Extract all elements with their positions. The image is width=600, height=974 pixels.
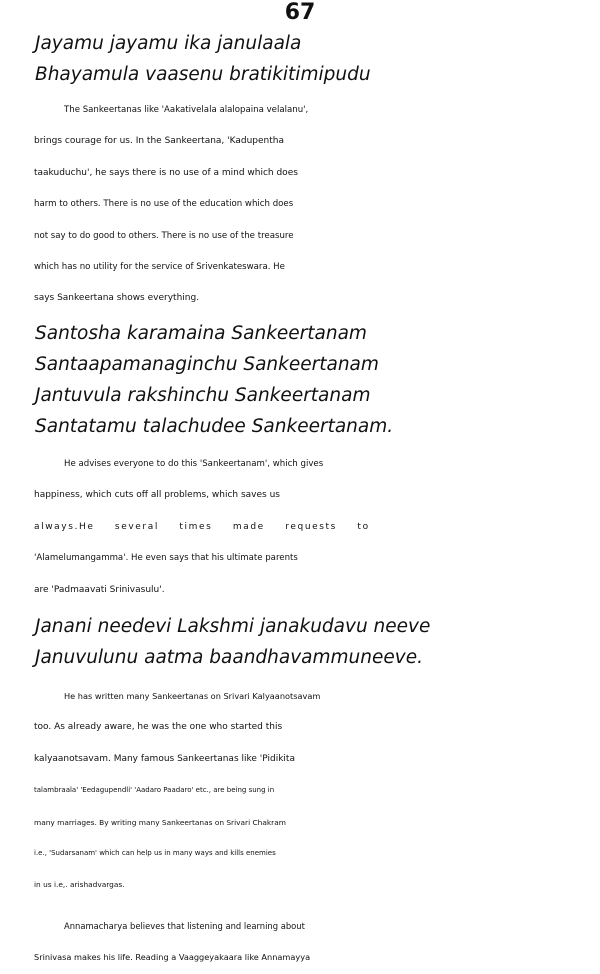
paragraph-line: which has no utility for the service of Srivenkateswara. He bbox=[34, 262, 285, 273]
paragraph-2 bbox=[4, 449, 598, 606]
paragraph-line: Annamacharya believes that listening and learning about bbox=[64, 921, 305, 931]
paragraph-line: brings courage for us. In the Sankeertana, 'Kadupentha bbox=[34, 136, 285, 147]
verse-line: Jayamu jayamu ika janulaala bbox=[35, 33, 302, 54]
verse-line: Janani needevi Lakshmi janakudavu neeve bbox=[35, 616, 431, 637]
paragraph-line: kalyaanotsavam. Many famous Sankeertanas like 'Pidikita bbox=[34, 753, 295, 764]
paragraph-line: 'Alamelumangamma'. He even says that his ultimate parents bbox=[34, 553, 298, 564]
paragraph-line: too. As already aware, he was the one who started this bbox=[34, 722, 283, 733]
verse-line: Santosha karamaina Sankeertanam bbox=[35, 323, 367, 344]
paragraph-line: are 'Padmaavati Srinivasulu'. bbox=[34, 584, 165, 595]
paragraph-line: He has written many Sankeertanas on Srivari Kalyaanotsavam bbox=[64, 691, 321, 701]
paragraph-line: in us i.e,. arishadvargas. bbox=[34, 880, 125, 890]
page-number: 67 bbox=[284, 0, 316, 25]
paragraph-line: says Sankeertana shows everything. bbox=[34, 293, 200, 304]
paragraph-line: always.He several times made requests to bbox=[34, 521, 370, 532]
verse-line: Santatamu talachudee Sankeertanam. bbox=[35, 416, 394, 437]
paragraph-1 bbox=[4, 95, 598, 315]
verse-line: Januvulunu aatma baandhavammuneeve. bbox=[35, 647, 423, 668]
paragraph-line: not say to do good to others. There is no use of the treasure bbox=[34, 230, 294, 241]
paragraph-line: i.e., 'Sudarsanam' which can help us in many ways and kills enemies bbox=[34, 849, 276, 858]
paragraph-line: happiness, which cuts off all problems, which saves us bbox=[34, 490, 280, 501]
paragraph-4 bbox=[4, 911, 598, 974]
paragraph-line: He advises everyone to do this 'Sankeertanam', which gives bbox=[64, 459, 324, 469]
paragraph-line: talambraala' 'Eedagupendli' 'Aadaro Paadaro' etc., are being sung in bbox=[34, 786, 275, 795]
verse-line: Bhayamula vaasenu bratikitimipudu bbox=[35, 64, 371, 85]
verse-block-2 bbox=[35, 318, 393, 442]
paragraph-3 bbox=[4, 681, 598, 901]
paragraph-line: harm to others. There is no use of the education which does bbox=[34, 199, 294, 210]
paragraph-line: Srinivasa makes his life. Reading a Vaaggeyakaara like Annamayya bbox=[34, 952, 311, 963]
paragraph-line: The Sankeertanas like 'Aakativelala alalopaina velalanu', bbox=[64, 105, 309, 115]
paragraph-line: many marriages. By writing many Sankeertanas on Srivari Chakram bbox=[34, 817, 286, 827]
verse-line: Santaapamanaginchu Sankeertanam bbox=[35, 354, 379, 375]
paragraph-line: taakuduchu', he says there is no use of a mind which does bbox=[34, 167, 298, 178]
verse-block-3 bbox=[35, 611, 430, 673]
verse-block-1 bbox=[35, 28, 371, 90]
verse-line: Jantuvula rakshinchu Sankeertanam bbox=[35, 385, 371, 406]
